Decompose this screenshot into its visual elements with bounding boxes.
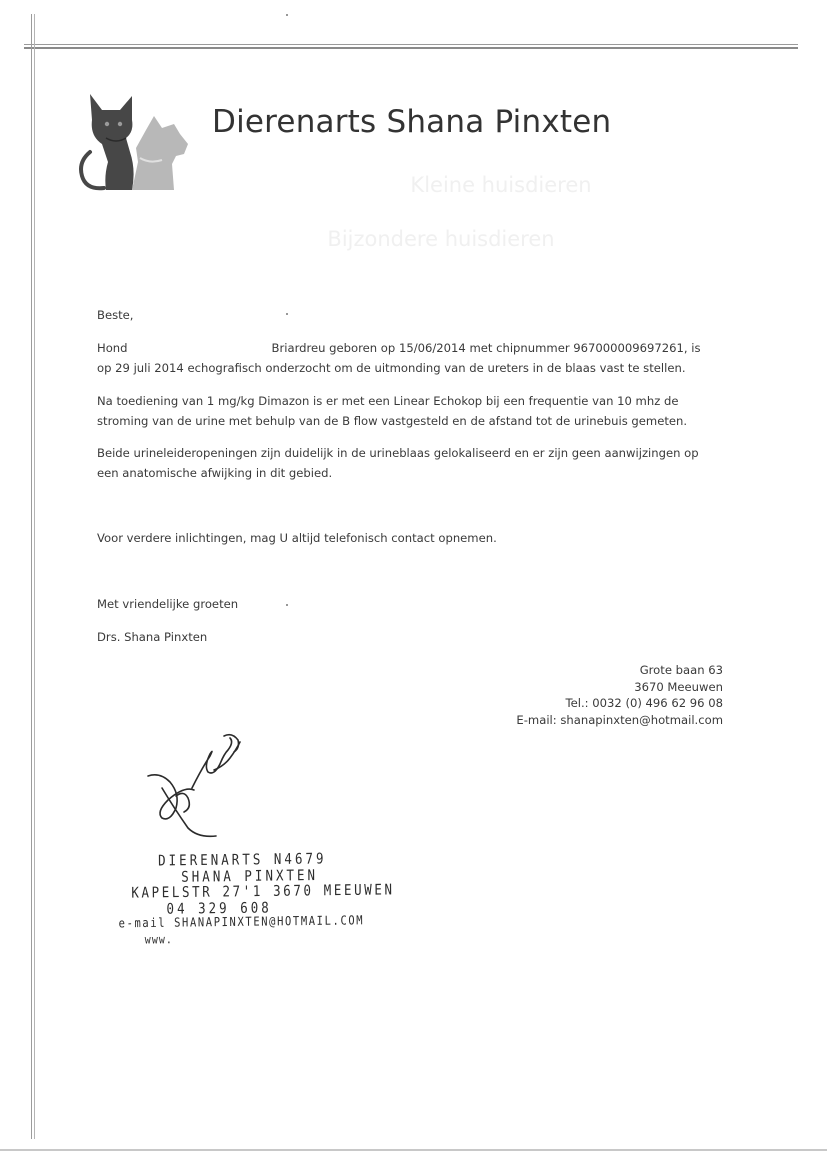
subtitle-small-pets: Kleine huisdieren	[410, 173, 592, 197]
signer-name: Drs. Shana Pinxten	[97, 630, 208, 644]
clinic-name: Dierenarts Shana Pinxten	[212, 104, 612, 140]
stamp-line-2: SHANA PINXTEN	[181, 865, 319, 885]
address-phone: Tel.: 0032 (0) 496 62 96 08	[565, 696, 723, 710]
address-city: 3670 Meeuwen	[634, 679, 723, 694]
top-rule	[24, 44, 798, 49]
letter-paragraph-4: Voor verdere inlichtingen, mag U altijd telefonisch contact opnemen.	[97, 531, 497, 545]
stamp-line-3: KAPELSTR 27'1 3670 MEEUWEN	[131, 880, 395, 902]
address-email: E-mail: shanapinxten@hotmail.com	[516, 712, 723, 727]
paragraph-1-text: Briardreu geboren op 15/06/2014 met chipnummer 967000009697261, is op 29 juli 2014 echografisch onderzocht om de uitmonding van de ureters in de blaas vast te stellen.	[97, 341, 701, 375]
stamp-line-6: www.	[144, 933, 173, 947]
stamp-line-4: 04 329 608	[166, 897, 272, 917]
clinic-stamp	[118, 850, 399, 949]
animal-label: Hond	[97, 341, 128, 355]
letter-paragraph-1	[97, 338, 717, 378]
address-street: Grote baan 63	[639, 663, 723, 677]
stamp-line-1: DIERENARTS N4679	[157, 849, 327, 870]
clinic-address	[470, 662, 723, 728]
subtitle-special-pets: Bijzondere huisdieren	[327, 227, 555, 251]
bottom-rule	[0, 1149, 827, 1151]
letter-paragraph-2: Na toediening van 1 mg/kg Dimazon is er met een Linear Echokop bij een frequentie van 10 mhz de stroming van de urine met behulp van de B flow vastgesteld en de afstand tot de urinebuis gemeten.	[97, 394, 688, 428]
scan-speck	[286, 14, 288, 16]
letter-greeting: Beste,	[97, 308, 134, 322]
stamp-line-5: e-mail SHANAPINXTEN@HOTMAIL.COM	[118, 913, 365, 931]
handwritten-signature	[140, 728, 250, 843]
letter-closing: Met vriendelijke groeten	[97, 597, 239, 611]
letter-paragraph-3: Beide urineleideropeningen zijn duidelijk in de urineblaas gelokaliseerd en er zijn geen aanwijzingen op een anatomische afwijking in dit gebied.	[97, 446, 699, 480]
